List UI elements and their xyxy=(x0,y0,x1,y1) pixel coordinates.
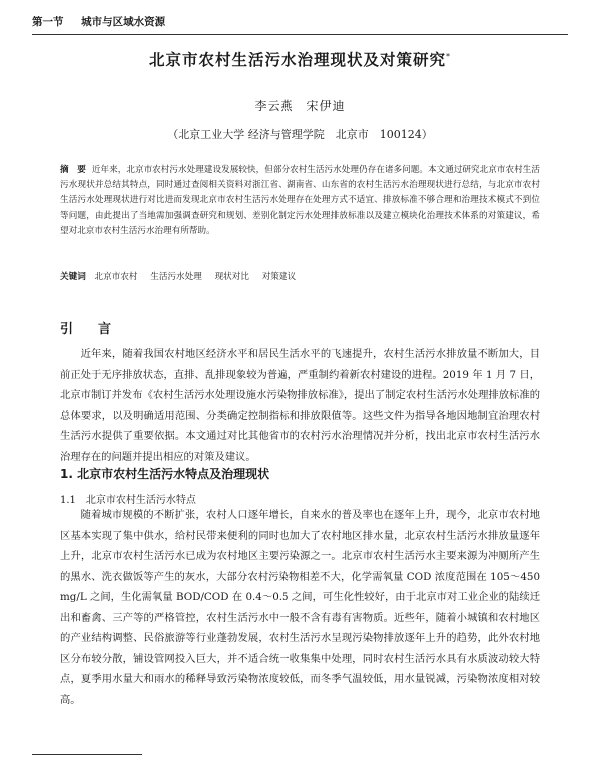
keyword: 对策建议 xyxy=(261,272,297,282)
running-head-topic: 城市与区域水资源 xyxy=(81,16,166,28)
running-head xyxy=(32,14,165,29)
header-rule xyxy=(32,34,568,35)
subsection-1-1-heading xyxy=(60,491,196,506)
section-1-heading: 1. 北京市农村生活污水特点及治理现状 xyxy=(60,467,270,481)
affiliation: （北京工业大学 经济与管理学院 北京市 100124） xyxy=(167,128,433,141)
paper-title xyxy=(0,48,600,70)
abstract xyxy=(60,163,540,239)
subsection-number: 1.1 xyxy=(60,495,76,506)
footnote-rule xyxy=(32,754,142,755)
title-footnote-mark: * xyxy=(446,51,451,61)
subsection-title: 北京市农村生活污水特点 xyxy=(85,495,196,506)
keyword: 现状对比 xyxy=(214,272,249,282)
paper-title-text: 北京市农村生活污水治理现状及对策研究 xyxy=(148,51,446,69)
abstract-text: 近年来，北京市农村污水处理建设发展较快，但部分农村生活污水处理仍存在诸多问题。本文通过研究北京市农村生活污水现状并总结其特点，同时通过查阅相关资料对浙江省、湖南省、山东省的农村生活污水治理现状进行总结，与北京市农村生活污水处理现状进行对比进而发现北京市农村生活污水处理存在处理方式不适宜、排放标准不够合理和治理技术模式不到位等问题，由此提出了当地需加强调查研究和规划、差别化制定污水处理排放标准以及建立模块化治理技术体系的对策建议，希望对北京市农村生活污水治理有所帮助。 xyxy=(60,165,540,236)
subsection-1-1-paragraph: 随着城市规模的不断扩张，农村人口逐年增长，自来水的普及率也在逐年上升，现今，北京市农村地区基本实现了集中供水，给村民带来便利的同时也加大了农村地区排水量，北京农村生活污水排放量逐年上升，北京市农村生活污水已成为农村地区主要污染源之一。北京市农村生活污水主要来源为冲厕所产生的黑水、洗衣做饭等产生的灰水，大部分农村污染物相差不大，化学需氧量 COD 浓度范围在 105～450 mg/L 之间，生化需氧量 BOD/COD 在 0.4～0.5 之间，可生化性较好，由于北京市对工业企业的陆续迁出和畜禽、三产等的严格管控，农村生活污水中一般不含有毒有害物质。近些年，随着小城镇和农村地区的产业结构调整、民俗旅游等行业蓬勃发展，农村生活污水呈现污染物排放逐年上升的趋势，此外农村地区分布较分散，铺设管网投入巨大，并不适合统一收集集中处理，同时农村生活污水具有水质波动较大特点，夏季用水量大和雨水的稀释导致污染物浓度较低，而冬季气温较低，用水量锐减，污染物浓度相对较高。 xyxy=(60,509,540,706)
running-head-section: 第一节 xyxy=(32,16,64,28)
keyword: 生活污水处理 xyxy=(150,272,202,282)
keywords xyxy=(60,270,540,282)
intro-paragraph: 近年来，随着我国农村地区经济水平和居民生活水平的飞速提升，农村生活污水排放量不断加大，目前正处于无序排放状态，直排、乱排现象较为普遍，严重制约着新农村建设的进程。2019 年 1 月 7 日，北京市制订并发布《农村生活污水处理设施水污染物排放标准》，提出了制定农村生活污水处理排放标准的总体要求，以及明确适用范围、分类确定控制指标和排放限值等。这些文件为指导各地因地制宜治理农村生活污水提供了重要依据。本文通过对比其他省市的农村污水治理情况并分析，找出北京市农村生活污水治理存在的问题并提出相应的对策及建议。 xyxy=(60,348,540,463)
intro-heading: 引 言 xyxy=(60,322,118,337)
keywords-label: 关键词 xyxy=(60,272,86,282)
authors: 李云燕 宋伊迪 xyxy=(254,99,346,113)
keyword: 北京市农村 xyxy=(94,272,138,282)
abstract-label: 摘 要 xyxy=(60,165,86,175)
